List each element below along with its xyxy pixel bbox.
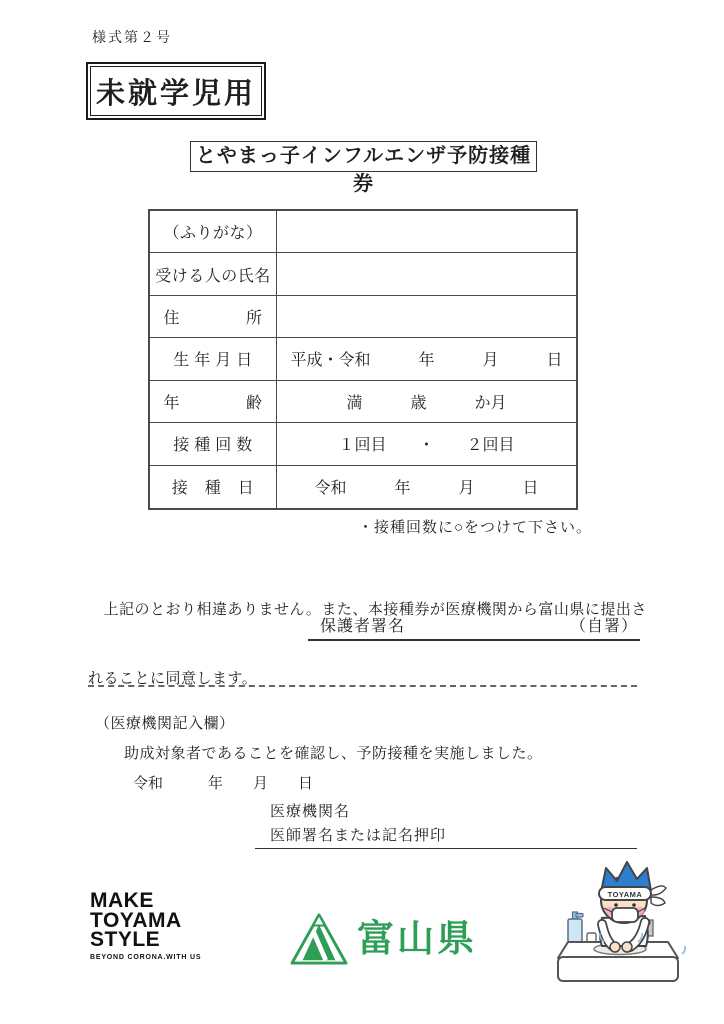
table-value-address [277, 296, 576, 338]
table-value-name [277, 253, 576, 295]
institution-name-label: 医療機関名 [270, 804, 351, 820]
table-label-address: 住 所 [150, 296, 277, 338]
table-value-furigana [277, 211, 576, 253]
make-toyama-style-logo [90, 891, 201, 961]
toyama-mountain-emblem-icon [290, 912, 348, 966]
table-label-dose-count: 接 種 回 数 [150, 423, 277, 465]
table-value-dose-count: １回目 ・ ２回目 [277, 423, 576, 465]
audience-label: 未就学児用 [95, 77, 256, 110]
mascot-headband-text: TOYAMA [607, 890, 643, 899]
headband-knot-icon [651, 886, 666, 906]
table-label-age: 年 齢 [150, 381, 277, 423]
table-label-name: 受ける人の氏名 [150, 253, 277, 295]
audience-box [86, 62, 266, 120]
table-value-age: 満 歳 か月 [277, 381, 576, 423]
dashed-separator [88, 685, 637, 687]
mts-logo-line-3: STYLE [90, 928, 161, 951]
doctor-signature-label: 医師署名または記名押印 [270, 828, 447, 844]
table-label-birthdate: 生 年 月 日 [150, 338, 277, 380]
medical-section-heading: （医療機関記入欄） [95, 716, 235, 732]
doctor-signature-line [255, 822, 637, 849]
table-value-birthdate: 平成・令和 年 月 日 [277, 338, 576, 380]
consent-line-2: れることに同意します。 [88, 671, 258, 687]
mts-logo-line-1: MAKE [90, 889, 154, 912]
form-number: 様式第２号 [92, 31, 172, 46]
medical-date-line: 令和 年 月 日 [133, 776, 314, 792]
form-title: とやまっ子インフルエンザ予防接種券 [190, 141, 537, 172]
headband-icon [599, 887, 651, 900]
guardian-signature-line [308, 610, 640, 641]
prefecture-name: 富山県 [357, 918, 477, 959]
consent-line-1: 上記のとおり相違ありません。また、本接種券が医療機関から富山県に提出さ [88, 602, 647, 618]
table-value-vaccination-date: 令和 年 月 日 [314, 480, 539, 498]
consent-paragraph [88, 553, 647, 737]
mask-icon [612, 908, 638, 922]
table-label-furigana: （ふりがな） [150, 211, 277, 253]
mts-logo-tagline: BEYOND CORONA.WITH US [90, 953, 202, 961]
mts-logo-line-2: TOYAMA [90, 908, 182, 932]
guardian-signature-label: 保護者署名 [320, 618, 406, 635]
table-label-vaccination-date: 接 種 日 [150, 466, 277, 508]
medical-statement: 助成対象者であることを確認し、予防接種を実施しました。 [124, 746, 543, 762]
applicant-table [148, 209, 578, 510]
mascot-washing-hands-illustration [548, 860, 688, 990]
toyama-prefecture-logo [290, 912, 477, 966]
guardian-signature-suffix: （自署） [569, 618, 638, 635]
cup-icon [587, 933, 596, 942]
soap-dispenser-icon [568, 912, 583, 942]
audience-box-inner [90, 66, 262, 116]
dose-circle-note: ・接種回数に○をつけて下さい。 [357, 520, 592, 536]
